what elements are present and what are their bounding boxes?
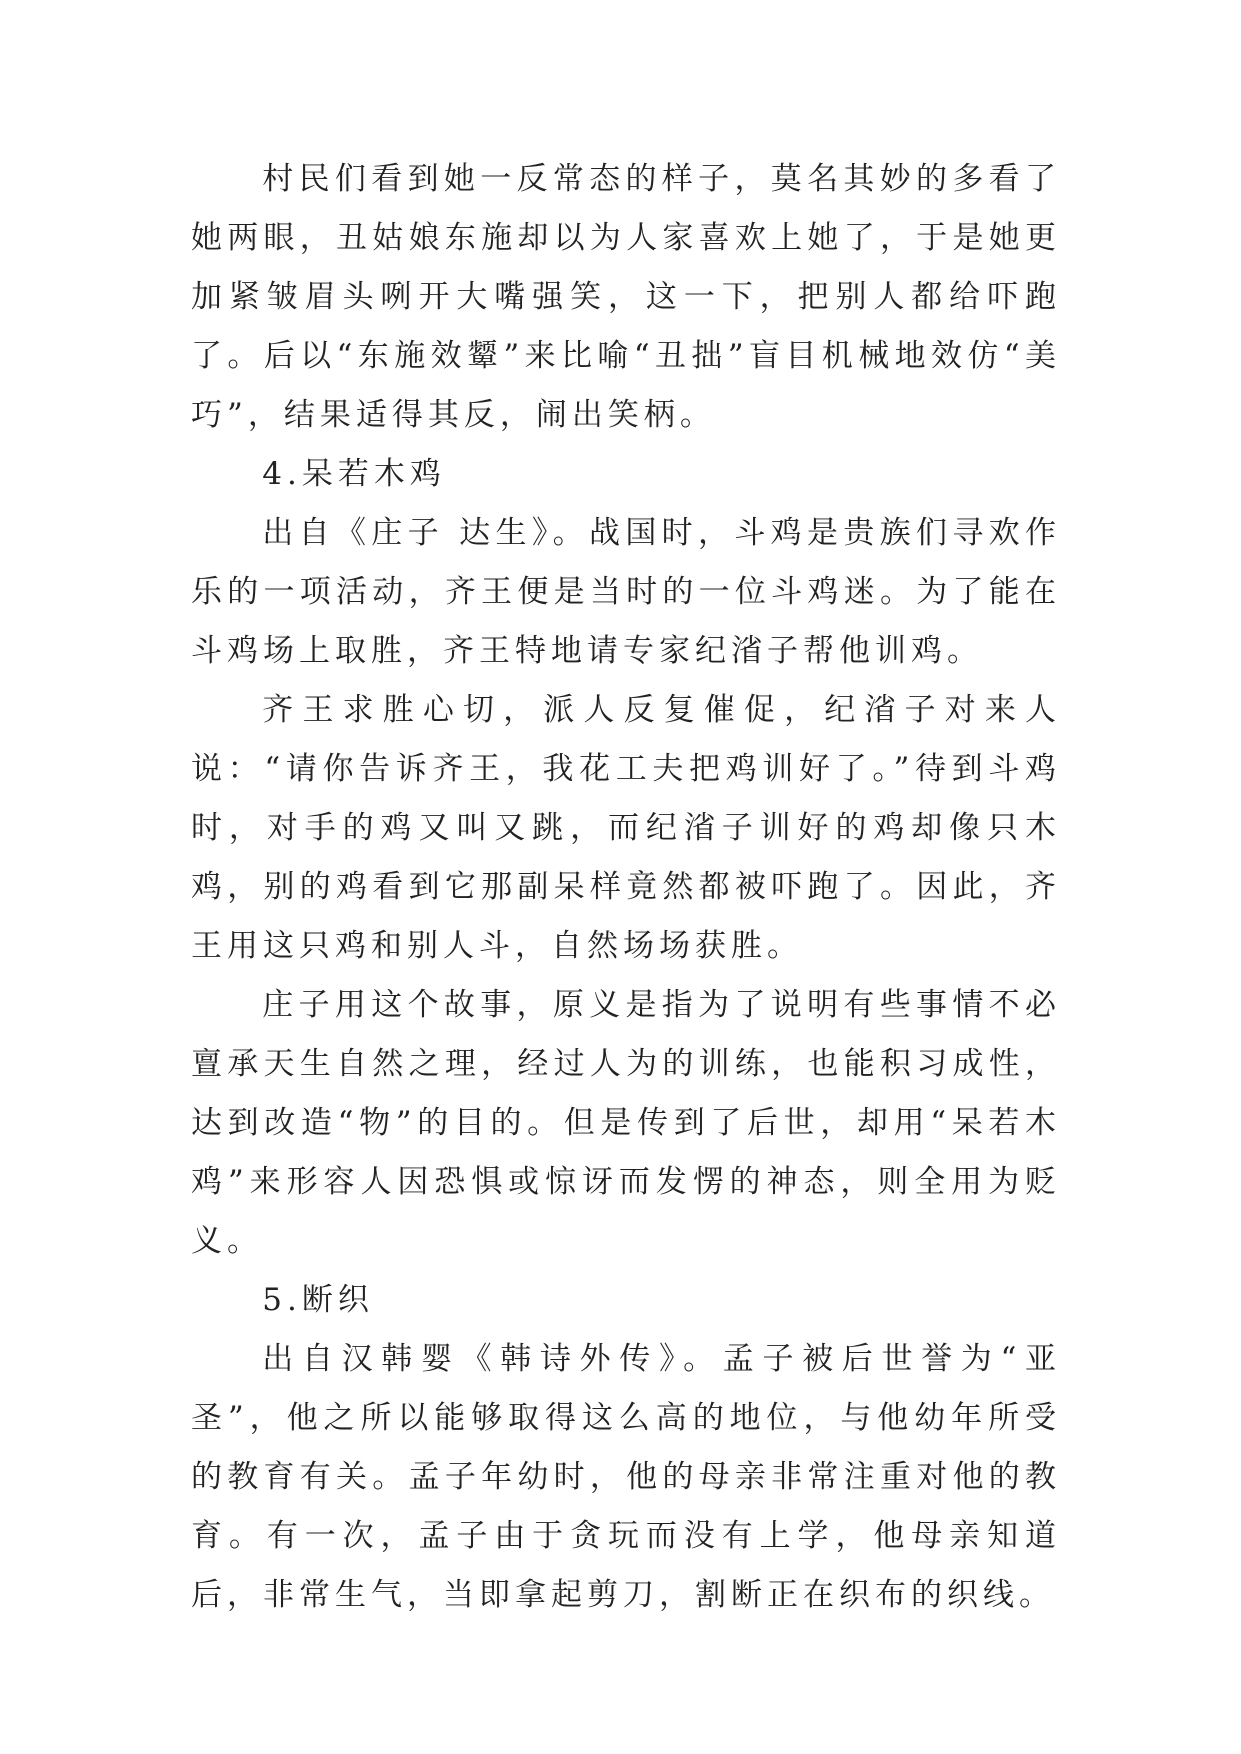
section-heading-daruomuji: 4.呆若木鸡 [262,456,446,492]
section-heading-duanzhi: 5.断织 [262,1282,374,1318]
paragraph-daruomuji-meaning: 庄子用这个故事，原义是指为了说明有些事情不必亶承天生自然之理，经过人为的训练，也能积习成性，达到改造“物”的目的。但是传到了后世，却用“呆若木鸡”来形容人因恐惧或惊讶而发愣的神态，则全用为贬义。 [191,987,1061,1259]
paragraph-dongshi-ending: 村民们看到她一反常态的样子，莫名其妙的多看了她两眼，丑姑娘东施却以为人家喜欢上她了，于是她更加紧皱眉头咧开大嘴强笑，这一下，把别人都给吓跑了。后以“东施效颦”来比喻“丑拙”盲目机械地效仿“美巧”，结果适得其反，闹出笑柄。 [191,161,1061,433]
paragraph-duanzhi-origin: 出自汉韩婴《韩诗外传》。孟子被后世誉为“亚圣”，他之所以能够取得这么高的地位，与他幼年所受的教育有关。孟子年幼时，他的母亲非常注重对他的教育。有一次，孟子由于贪玩而没有上学，他母亲知道后，非常生气，当即拿起剪刀，割断正在织布的织线。 [191,1341,1061,1613]
paragraph-daruomuji-origin: 出自《庄子 达生》。战国时，斗鸡是贵族们寻欢作乐的一项活动，齐王便是当时的一位斗鸡迷。为了能在斗鸡场上取胜，齐王特地请专家纪渻子帮他训鸡。 [191,515,1061,669]
document-body [191,150,1061,1625]
paragraph-daruomuji-story: 齐王求胜心切，派人反复催促，纪渻子对来人说：“请你告诉齐王，我花工夫把鸡训好了。”待到斗鸡时，对手的鸡又叫又跳，而纪渻子训好的鸡却像只木鸡，别的鸡看到它那副呆样竟然都被吓跑了。因此，齐王用这只鸡和别人斗，自然场场获胜。 [191,692,1061,964]
